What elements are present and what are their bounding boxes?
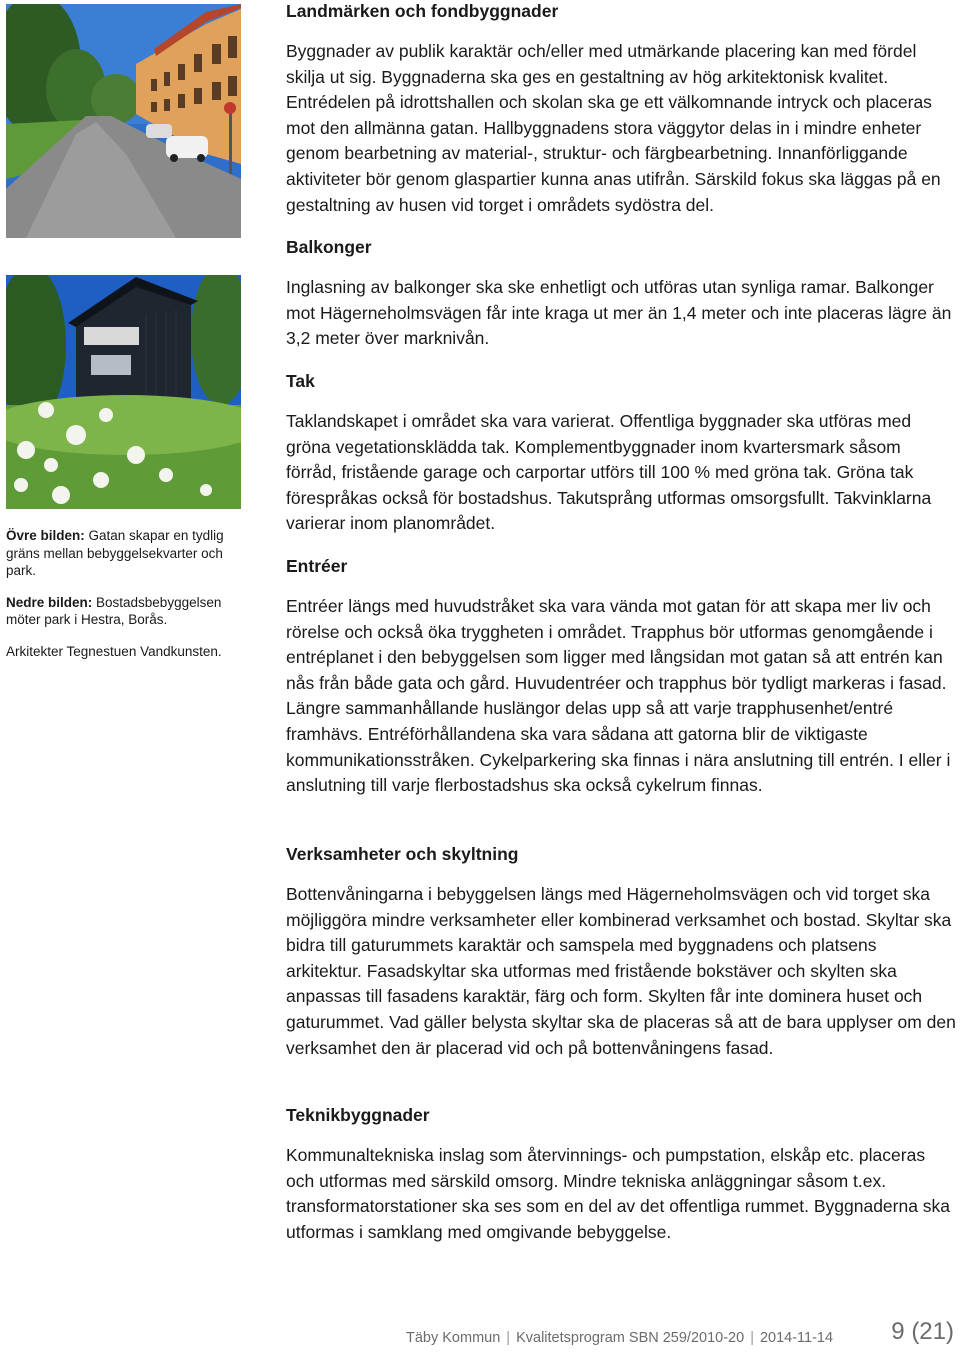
caption-upper — [6, 527, 246, 580]
body-balkonger: Inglasning av balkonger ska ske enhetligt och utföras utan synliga ramar. Balkonger mot Hägerneholmsvägen får inte kraga ut mer än 1,4 meter och inte placeras lägre än 3,2 meter över marknivån. — [286, 277, 952, 349]
heading-tak: Tak — [286, 371, 315, 391]
heading-teknik: Teknikbyggnader — [286, 1105, 430, 1125]
footer-doc: Kvalitetsprogram SBN 259/2010-20 — [516, 1330, 745, 1346]
body-landmarken: Byggnader av publik karaktär och/eller med utmärkande placering kan med fördel skilja ut sig. Byggnaderna ska ges en gestaltning av hög arkitektonisk kvalitet. Entrédelen på idrottshallen och skolan ska ge ett välkomnande intryck och placeras mot den allmänna gatan. Hallbyggnadens stora väggytor delas in i mindre enheter genom bearbetning av material-, struktur- och färgbearbetning. Innanförliggande aktiviteter bör genom glaspartier kunna anas utifrån. Särskild fokus ska läggas på en gestaltning av husen vid torget i områdets sydöstra del. — [286, 41, 941, 215]
body-tak: Taklandskapet i området ska vara varierat. Offentliga byggnader ska utföras med gröna vegetationsklädda tak. Komplementbyggnader inom kvartersmark såsom förråd, fristående garage och carportar utförs till 100 % med gröna tak. Gröna tak förespråkas också för bostadshus. Takutsprång utformas omsorgsfullt. Takvinklarna varierar inom planområdet. — [286, 411, 932, 534]
footer-org: Täby Kommun — [406, 1330, 501, 1346]
house-meadow-photo — [6, 275, 241, 509]
photo-captions — [6, 527, 246, 674]
caption-upper-label: Övre bilden: — [6, 528, 85, 543]
footer-meta — [406, 1330, 833, 1346]
page-footer — [406, 1318, 956, 1348]
caption-architects: Arkitekter Tegnestuen Vandkunsten. — [6, 643, 222, 659]
caption-upper-text: Gatan skapar en tydlig gräns mellan bebyggelsekvarter och park. — [6, 528, 224, 578]
body-entreer: Entréer längs med huvudstråket ska vara vända mot gatan för att skapa mer liv och rörelse och också öka tryggheten i området. Trapphus bör utformas genomgående i entréplanet i den bebyggelsen som ligger med långsidan mot gatan så att entrén kan nås från både gata och gård. Huvudentréer och trapphus bör tydligt markeras i fasad. Längre sammanhållande huslängor delas upp så att varje trapphusenhet/entré framhävs. Entréförhållandena ska vara sådana att gatorna blir de viktigaste kommunikationsstråken. Cykelparkering ska finnas i nära anslutning till entrén. I eller i anslutning till varje flerbostadshus ska också cykelrum finnas. — [286, 596, 951, 796]
body-verksamheter: Bottenvåningarna i bebyggelsen längs med Hägerneholmsvägen och vid torget ska möjliggöra mindre verksamheter eller kombinerad verksamhet och bostad. Skyltar ska bidra till gaturummets karaktär och samspela med byggnadens och platsens arkitektur. Fasadskyltar ska utformas med fristående bokstäver och skylten ska anpassas till fasadens karaktär, färg och form. Skylten får inte dominera huset och gaturummet. Vad gäller belysta skyltar ska de placeras så att de bara upplyser om den verksamhet den är placerad vid och på bottenvåningens fasad. — [286, 884, 956, 1058]
footer-separator: | — [750, 1330, 754, 1346]
caption-lower-text: Bostadsbebyggelsen möter park i Hestra, Borås. — [6, 594, 222, 627]
footer-date: 2014-11-14 — [759, 1330, 834, 1346]
heading-balkonger: Balkonger — [286, 237, 372, 257]
heading-verksamheter: Verksamheter och skyltning — [286, 844, 519, 864]
page-number: 9 (21) — [891, 1318, 954, 1345]
footer-separator: | — [506, 1330, 511, 1346]
caption-lower — [6, 594, 246, 629]
heading-entreer: Entréer — [286, 556, 348, 576]
street-photo — [6, 4, 241, 238]
heading-landmarken: Landmärken och fondbyggnader — [286, 1, 559, 21]
body-teknik: Kommunaltekniska inslag som återvinnings- och pumpstation, elskåp etc. placeras och utformas med särskild omsorg. Mindre tekniska anläggningar såsom t.ex. transformatorstationer ska ses som en del av det offentliga rummet. Byggnaderna ska utformas i samklang med omgivande bebyggelse. — [286, 1145, 951, 1242]
caption-lower-label: Nedre bilden: — [6, 594, 93, 610]
